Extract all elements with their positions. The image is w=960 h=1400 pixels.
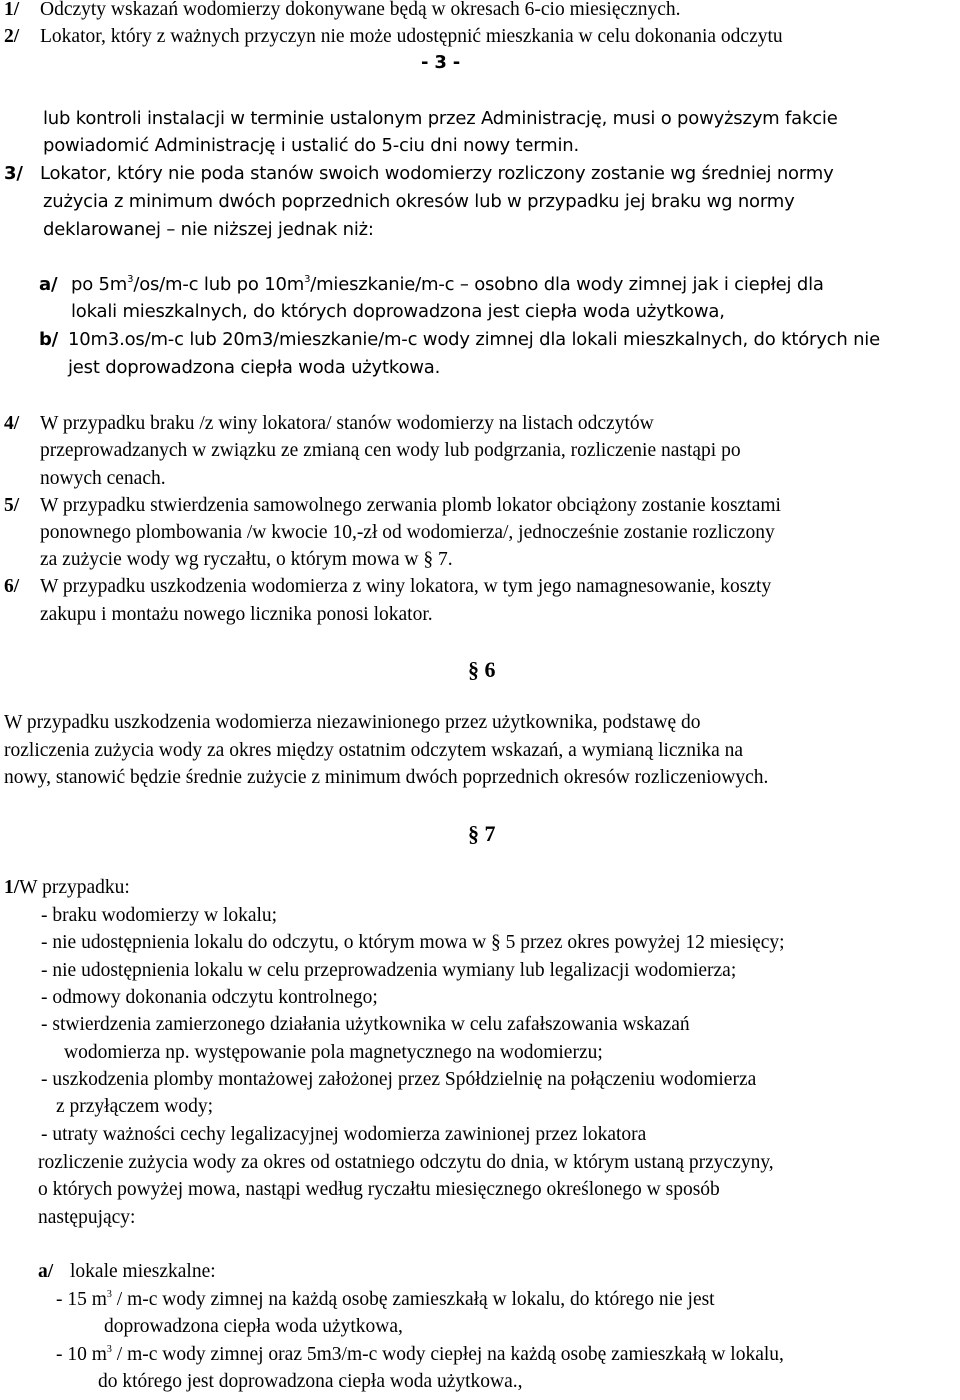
subsection-a-title: lokale mieszkalne:: [70, 1261, 216, 1282]
subsection-a-item-2: [56, 1345, 784, 1365]
item-a-text-1: po 5m: [71, 274, 128, 295]
section-7-item-6-continued: z przyłączem wody;: [56, 1096, 214, 1117]
subsection-a-item-1-text-1: - 15 m: [56, 1289, 107, 1310]
item-a-text-2: /os/m-c lub po 10m: [133, 274, 305, 295]
paragraph-5-number: 5/: [4, 495, 20, 516]
paragraph-5-line-2: ponownego plombowania /w kwocie 10,-zł od wodomierza/, jednocześnie zostanie rozliczony: [40, 522, 775, 543]
superscript-4: 3: [106, 1344, 112, 1355]
paragraph-3-line-3: deklarowanej – nie niższej jednak niż:: [43, 219, 374, 240]
paragraph-5-text: W przypadku stwierdzenia samowolnego zerwania plomb lokator obciążony zostanie kosztami: [40, 495, 781, 516]
subsection-a-label: a/: [38, 1261, 54, 1282]
item-a-text-3: /mieszkanie/m-c – osobno dla wody zimnej jak i ciepłej dla: [310, 274, 824, 295]
paragraph-2-line-3: powiadomić Administrację i ustalić do 5-ciu dni nowy termin.: [43, 135, 580, 156]
section-6-heading: § 6: [468, 657, 496, 682]
subsection-a-item-1: [56, 1290, 715, 1310]
paragraph-2-line-1: [4, 27, 783, 47]
section-7-item-3: - nie udostępnienia lokalu w celu przeprowadzenia wymiany lub legalizacji wodomierza;: [41, 960, 737, 981]
paragraph-3-number: 3/: [4, 163, 23, 184]
item-b-label: b/: [39, 329, 59, 350]
paragraph-3-line-1: [4, 165, 834, 183]
section-7-conclusion-line-2: o których powyżej mowa, nastąpi według ryczałtu miesięcznego określonego w sposób: [38, 1179, 720, 1200]
page-number: - 3 -: [421, 52, 460, 73]
subsection-a-item-1-text-2: / m-c wody zimnej na każdą osobę zamieszkałą w lokalu, do którego nie jest: [111, 1289, 715, 1310]
paragraph-1: [4, 0, 681, 20]
paragraph-3-item-b: [39, 331, 880, 349]
paragraph-6-line-2: zakupu i montażu nowego licznika ponosi lokator.: [40, 604, 433, 625]
paragraph-3-item-a-line-2: lokali mieszkalnych, do których doprowadzona jest ciepła woda użytkowa,: [71, 301, 725, 322]
paragraph-2-line-2: lub kontroli instalacji w terminie ustalonym przez Administrację, musi o powyższym fakcie: [43, 108, 838, 129]
subsection-a-item-2-line-2: do którego jest doprowadzona ciepła woda użytkowa.,: [98, 1371, 523, 1392]
paragraph-3-item-b-line-2: jest doprowadzona ciepła woda użytkowa.: [68, 357, 441, 378]
section-7-subsection-a: [38, 1262, 216, 1282]
superscript-2: 3: [304, 274, 311, 285]
subsection-a-item-1-line-2: doprowadzona ciepła woda użytkowa,: [104, 1316, 403, 1337]
paragraph-4-line-3: nowych cenach.: [40, 468, 166, 489]
section-7-item-5-continued: wodomierza np. występowanie pola magnetycznego na wodomierzu;: [64, 1042, 603, 1063]
subsection-a-item-2-text-1: - 10 m: [56, 1344, 107, 1365]
section-7-item-6: - uszkodzenia plomby montażowej założonej przez Spółdzielnię na połączeniu wodomierza: [41, 1069, 757, 1090]
section-6-line-3: nowy, stanowić będzie średnie zużycie z minimum dwóch poprzednich okresów rozliczeniowych.: [4, 767, 769, 788]
paragraph-4-number: 4/: [4, 413, 20, 434]
superscript-3: 3: [106, 1289, 112, 1300]
paragraph-5-line-3: za zużycie wody wg ryczałtu, o którym mowa w § 7.: [40, 549, 453, 570]
section-7-intro-number: 1/: [4, 877, 20, 898]
section-7-item-4: - odmowy dokonania odczytu kontrolnego;: [41, 987, 378, 1008]
section-7-item-2: - nie udostępnienia lokalu do odczytu, o którym mowa w § 5 przez okres powyżej 12 miesięcy;: [41, 932, 785, 953]
paragraph-4-text: W przypadku braku /z winy lokatora/ stanów wodomierzy na listach odczytów: [40, 413, 654, 434]
subsection-a-item-2-text-2: / m-c wody zimnej oraz 5m3/m-c wody ciepłej na każdą osobę zamieszkałą w lokalu,: [111, 1344, 784, 1365]
section-7-item-5: - stwierdzenia zamierzonego działania użytkownika w celu zafałszowania wskazań: [41, 1014, 690, 1035]
paragraph-2-text: Lokator, który z ważnych przyczyn nie może udostępnić mieszkania w celu dokonania odczytu: [40, 26, 783, 47]
paragraph-5-line-1: [4, 496, 781, 516]
item-b-text: 10m3.os/m-c lub 20m3/mieszkanie/m-c wody zimnej dla lokali mieszkalnych, do których nie: [68, 329, 880, 350]
paragraph-6-line-1: [4, 577, 771, 597]
item-a-label: a/: [39, 274, 58, 295]
section-7-item-7: - utraty ważności cechy legalizacyjnej wodomierza zawinionej przez lokatora: [41, 1124, 647, 1145]
section-7-conclusion-line-1: rozliczenie zużycia wody za okres od ostatniego odczytu do dnia, w którym ustaną przyczyny,: [38, 1152, 774, 1173]
section-7-item-1: - braku wodomierzy w lokalu;: [41, 905, 278, 926]
section-7-conclusion-line-3: następujący:: [38, 1207, 136, 1228]
paragraph-1-text: Odczyty wskazań wodomierzy dokonywane będą w okresach 6-cio miesięcznych.: [40, 0, 681, 20]
paragraph-2-number: 2/: [4, 26, 20, 47]
paragraph-6-number: 6/: [4, 576, 20, 597]
section-6-line-1: W przypadku uszkodzenia wodomierza niezawinionego przez użytkownika, podstawę do: [4, 712, 701, 733]
section-7-heading: § 7: [468, 821, 496, 846]
paragraph-3-item-a: [39, 276, 824, 294]
paragraph-4-line-2: przeprowadzanych w związku ze zmianą cen wody lub podgrzania, rozliczenie nastąpi po: [40, 440, 741, 461]
section-6-line-2: rozliczenia zużycia wody za okres między ostatnim odczytem wskazań, a wymianą licznika na: [4, 740, 744, 761]
paragraph-3-line-2: zużycia z minimum dwóch poprzednich okresów lub w przypadku jej braku wg normy: [43, 191, 795, 212]
section-7-intro-text: W przypadku:: [19, 877, 130, 898]
paragraph-1-number: 1/: [4, 0, 20, 20]
superscript-1: 3: [127, 274, 134, 285]
section-7-intro: [4, 878, 130, 898]
paragraph-4-line-1: [4, 414, 654, 434]
paragraph-6-text: W przypadku uszkodzenia wodomierza z winy lokatora, w tym jego namagnesowanie, koszty: [40, 576, 772, 597]
paragraph-3-text: Lokator, który nie poda stanów swoich wodomierzy rozliczony zostanie wg średniej normy: [40, 163, 834, 184]
